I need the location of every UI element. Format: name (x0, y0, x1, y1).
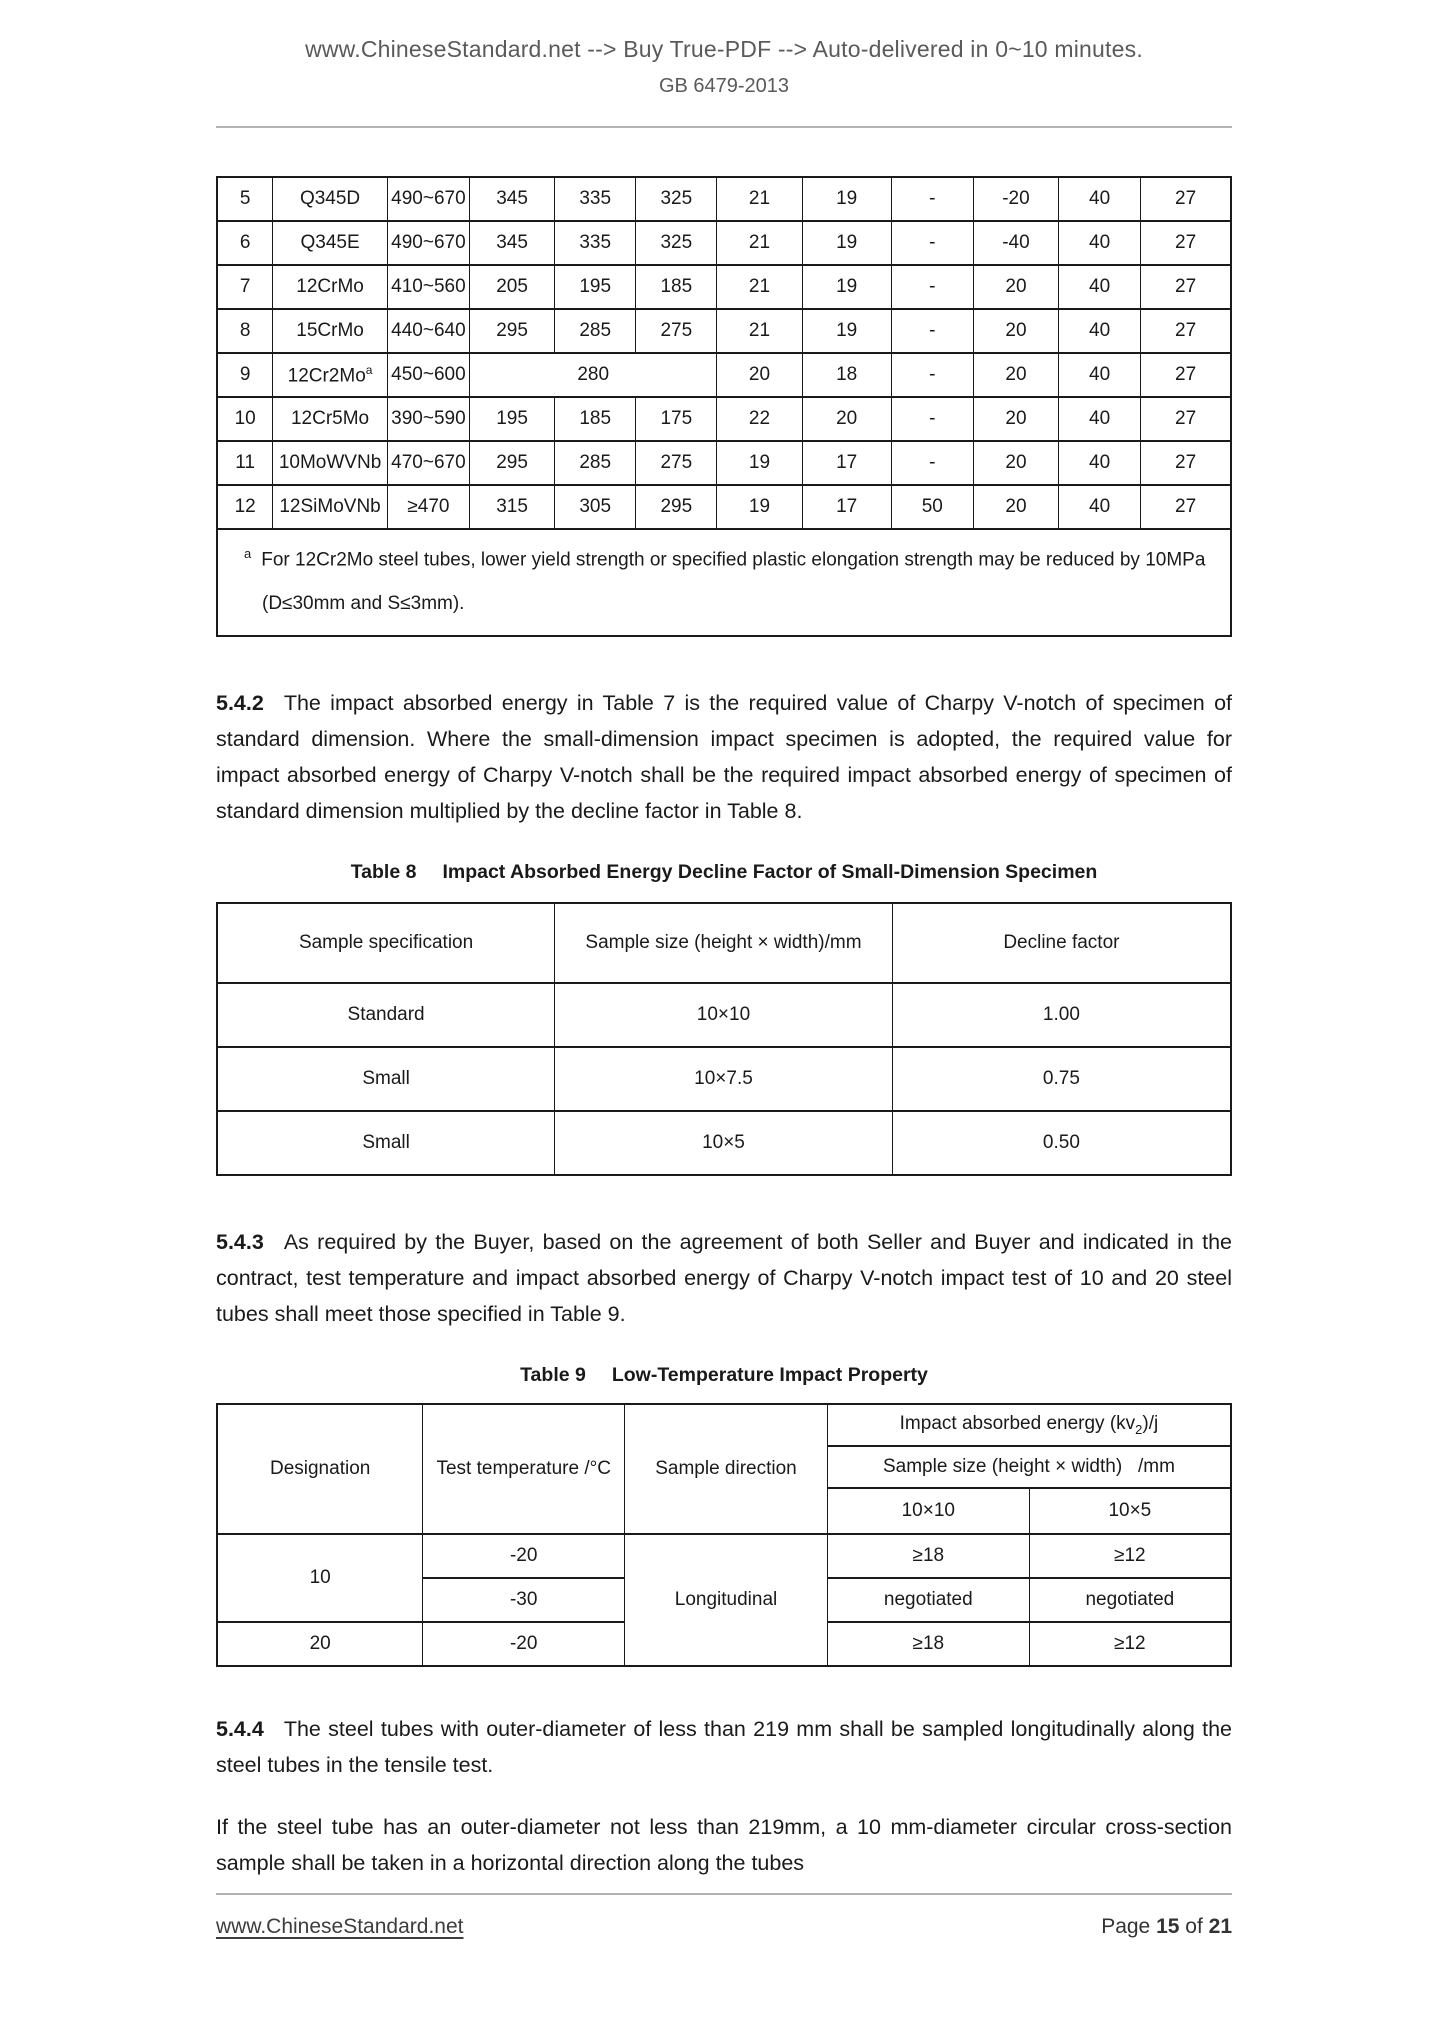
table-cell: 40 (1059, 177, 1141, 221)
column-header-sample-size: Sample size (height × width) /mm (827, 1446, 1231, 1488)
column-header: Decline factor (892, 903, 1231, 983)
section-number: 5.4.3 (216, 1230, 264, 1255)
section-text: As required by the Buyer, based on the agreement of both Seller and Buyer and indicated in the contract, test temperature and impact absorbed energy of Charpy V-notch impact test of 10 and 20 steel tubes shall meet those specified in Table 9. (216, 1230, 1232, 1327)
table-cell: 20 (973, 485, 1058, 529)
table-cell: 490~670 (387, 221, 469, 265)
table-cell: 440~640 (387, 309, 469, 353)
table-cell: 21 (717, 177, 802, 221)
table-cell: 325 (636, 221, 717, 265)
table-cell: -20 (423, 1534, 625, 1578)
table-cell: 27 (1141, 353, 1231, 397)
table8-decline-factor (216, 902, 1232, 1176)
table-cell: 19 (802, 177, 891, 221)
table-cell: 27 (1141, 441, 1231, 485)
table-cell: ≥12 (1029, 1534, 1231, 1578)
table-row (217, 309, 1231, 353)
table-cell: 285 (555, 309, 636, 353)
table-cell: 185 (555, 397, 636, 441)
table-cell: 20 (973, 353, 1058, 397)
table-cell: ≥12 (1029, 1622, 1231, 1666)
column-header: Sample specification (217, 903, 555, 983)
energy-label-suffix: )/j (1142, 1413, 1159, 1435)
table-cell: Standard (217, 983, 555, 1047)
table-cell: 18 (802, 353, 891, 397)
table-cell: 19 (802, 265, 891, 309)
table-cell: 490~670 (387, 177, 469, 221)
table-cell: 390~590 (387, 397, 469, 441)
table-cell: 12CrMo (273, 265, 388, 309)
table-cell: 345 (469, 177, 554, 221)
table8-caption (216, 861, 1232, 884)
table-cell: - (891, 309, 973, 353)
table-row (217, 221, 1231, 265)
page-number: 15 (1156, 1915, 1180, 1938)
section-number: 5.4.4 (216, 1717, 264, 1742)
table-cell: 50 (891, 485, 973, 529)
table-row (217, 485, 1231, 529)
table-cell: ≥18 (827, 1622, 1029, 1666)
table-cell: 185 (636, 265, 717, 309)
table9-caption-text: Low-Temperature Impact Property (611, 1364, 928, 1387)
table-cell: 27 (1141, 265, 1231, 309)
column-header: Test temperature /°C (423, 1404, 625, 1534)
table-cell: 8 (217, 309, 273, 353)
footnote-ref-marker: a (365, 362, 373, 377)
table-row (217, 1047, 1231, 1111)
table-cell: - (891, 265, 973, 309)
table-cell: 9 (217, 353, 273, 397)
table-cell: 27 (1141, 309, 1231, 353)
table-cell: -20 (973, 177, 1058, 221)
table-cell-designation: 10 (217, 1534, 423, 1622)
table-cell: 20 (973, 309, 1058, 353)
table-cell: 175 (636, 397, 717, 441)
table-cell: 20 (802, 397, 891, 441)
table-cell-direction: Longitudinal (625, 1534, 828, 1666)
table-row (217, 353, 1231, 397)
table-cell: 1.00 (892, 983, 1231, 1047)
table-cell: - (891, 353, 973, 397)
table-row (217, 177, 1231, 221)
table-cell: -40 (973, 221, 1058, 265)
table-cell: 335 (555, 177, 636, 221)
table-row (217, 441, 1231, 485)
table-cell: 6 (217, 221, 273, 265)
header-divider (216, 126, 1232, 128)
paragraph-continuation: If the steel tube has an outer-diameter not less than 219mm, a 10 mm-diameter circular cross-section sample shall be taken in a horizontal direction along the tubes (216, 1815, 1232, 1876)
table-cell: 12 (217, 485, 273, 529)
table-row (217, 265, 1231, 309)
table-cell: negotiated (827, 1578, 1029, 1622)
header-url-text: www.ChineseStandard.net --> Buy True-PDF --> Auto-delivered in 0~10 minutes. (305, 36, 1143, 62)
table-cell: - (891, 177, 973, 221)
table-header-row (217, 903, 1231, 983)
table-cell: 295 (469, 309, 554, 353)
table-cell: Q345D (273, 177, 388, 221)
table-cell: 10×10 (555, 983, 893, 1047)
table-cell: 5 (217, 177, 273, 221)
table-row (217, 397, 1231, 441)
table-cell: negotiated (1029, 1578, 1231, 1622)
table9-caption (216, 1364, 1232, 1387)
table-cell: 195 (469, 397, 554, 441)
table7-mechanical-properties (216, 176, 1232, 637)
table-cell: 17 (802, 485, 891, 529)
table-cell-merged: 280 (469, 353, 716, 397)
table-cell: - (891, 441, 973, 485)
column-header: Designation (217, 1404, 423, 1534)
table-cell: Small (217, 1047, 555, 1111)
section-number: 5.4.2 (216, 691, 264, 716)
table9-low-temperature-impact (216, 1403, 1232, 1667)
footer-link[interactable]: www.ChineseStandard.net (216, 1915, 464, 1938)
table-cell: 275 (636, 309, 717, 353)
page-footer (216, 1893, 1232, 1939)
table9-caption-label: Table 9 (520, 1364, 586, 1387)
doc-code: GB 6479-2013 (658, 75, 790, 97)
table-cell-designation: 20 (217, 1622, 423, 1666)
column-header-energy (827, 1404, 1231, 1446)
table-footnote (217, 529, 1231, 636)
table-cell: 27 (1141, 397, 1231, 441)
table-cell: 10×5 (555, 1111, 893, 1175)
column-header-10x10: 10×10 (827, 1488, 1029, 1534)
section-5-4-2 (216, 685, 1232, 829)
table-cell: 19 (717, 485, 802, 529)
footnote-text: For 12Cr2Mo steel tubes, lower yield strength or specified plastic elongation strength may be reduced by 10MPa (261, 549, 1206, 571)
page-total: 21 (1208, 1915, 1232, 1938)
table-cell: 19 (802, 221, 891, 265)
table-cell: 325 (636, 177, 717, 221)
footnote-line-1 (232, 546, 1216, 571)
section-5-4-3 (216, 1224, 1232, 1332)
table-cell: 22 (717, 397, 802, 441)
table-row (217, 1534, 1231, 1578)
table-cell: 12SiMoVNb (273, 485, 388, 529)
table-cell: -20 (423, 1622, 625, 1666)
table-cell: 7 (217, 265, 273, 309)
table-cell: 345 (469, 221, 554, 265)
table-cell: ≥470 (387, 485, 469, 529)
table-cell: 205 (469, 265, 554, 309)
table-cell: 27 (1141, 485, 1231, 529)
section-text: The impact absorbed energy in Table 7 is the required value of Charpy V-notch of specimen of standard dimension. Where the small-dimension impact specimen is adopted, the required value for impact absorbed energy of Charpy V-notch shall be the required impact absorbed energy of specimen of standard dimension multiplied by the decline factor in Table 8. (216, 691, 1232, 824)
table-cell: 315 (469, 485, 554, 529)
table8-caption-text: Impact Absorbed Energy Decline Factor of Small-Dimension Specimen (442, 861, 1098, 884)
table-cell: 335 (555, 221, 636, 265)
table-cell: 20 (973, 441, 1058, 485)
table-cell: 10×7.5 (555, 1047, 893, 1111)
table-cell: 40 (1059, 265, 1141, 309)
column-header: Sample direction (625, 1404, 828, 1534)
table-cell: 10MoWVNb (273, 441, 388, 485)
table-cell: 40 (1059, 485, 1141, 529)
table-row (217, 1111, 1231, 1175)
footnote-marker: a (244, 546, 252, 561)
page-label: Page (1101, 1915, 1151, 1938)
table-cell: 40 (1059, 221, 1141, 265)
table-cell: 21 (717, 309, 802, 353)
designation-text: 12Cr2Mo (287, 365, 366, 387)
section-text: The steel tubes with outer-diameter of less than 219 mm shall be sampled longitudinally along the steel tubes in the tensile test. (216, 1717, 1232, 1778)
table-cell: ≥18 (827, 1534, 1029, 1578)
table-cell: 40 (1059, 353, 1141, 397)
table-cell: 40 (1059, 397, 1141, 441)
table-cell: 11 (217, 441, 273, 485)
table-cell: 0.50 (892, 1111, 1231, 1175)
table-cell: Q345E (273, 221, 388, 265)
table-cell: 20 (973, 265, 1058, 309)
table-row (217, 983, 1231, 1047)
table-cell: 0.75 (892, 1047, 1231, 1111)
table-cell: 21 (717, 265, 802, 309)
page-indicator (1101, 1915, 1232, 1939)
column-header-10x5: 10×5 (1029, 1488, 1231, 1534)
table-cell: 20 (973, 397, 1058, 441)
table8-caption-label: Table 8 (350, 861, 417, 884)
of-label: of (1185, 1915, 1203, 1938)
column-header: Sample size (height × width)/mm (555, 903, 893, 983)
energy-label-prefix: Impact absorbed energy (kv (899, 1413, 1136, 1435)
table-cell: 305 (555, 485, 636, 529)
table-cell: -30 (423, 1578, 625, 1622)
table-cell: 19 (717, 441, 802, 485)
section-5-4-4 (216, 1711, 1232, 1783)
table-cell: Small (217, 1111, 555, 1175)
table-cell: 19 (802, 309, 891, 353)
footer-divider (216, 1893, 1232, 1895)
table-cell: 10 (217, 397, 273, 441)
table-cell: 15CrMo (273, 309, 388, 353)
table-cell: 21 (717, 221, 802, 265)
table-cell: 275 (636, 441, 717, 485)
table-cell: 40 (1059, 441, 1141, 485)
table-cell: 27 (1141, 221, 1231, 265)
table-header-row (217, 1404, 1231, 1446)
table-cell: 285 (555, 441, 636, 485)
table-cell: 450~600 (387, 353, 469, 397)
table-cell: - (891, 221, 973, 265)
table-cell: 40 (1059, 309, 1141, 353)
table-cell: 20 (717, 353, 802, 397)
table-cell: 17 (802, 441, 891, 485)
table-cell: 12Cr5Mo (273, 397, 388, 441)
footnote-line-2: (D≤30mm and S≤3mm). (262, 593, 465, 615)
table-cell: 410~560 (387, 265, 469, 309)
table-cell (273, 353, 388, 397)
table-footnote-row (217, 529, 1231, 636)
energy-label-subscript: 2 (1135, 1422, 1143, 1438)
table-cell: - (891, 397, 973, 441)
table-cell: 470~670 (387, 441, 469, 485)
table-cell: 195 (555, 265, 636, 309)
table-cell: 295 (469, 441, 554, 485)
table-cell: 295 (636, 485, 717, 529)
table-cell: 27 (1141, 177, 1231, 221)
